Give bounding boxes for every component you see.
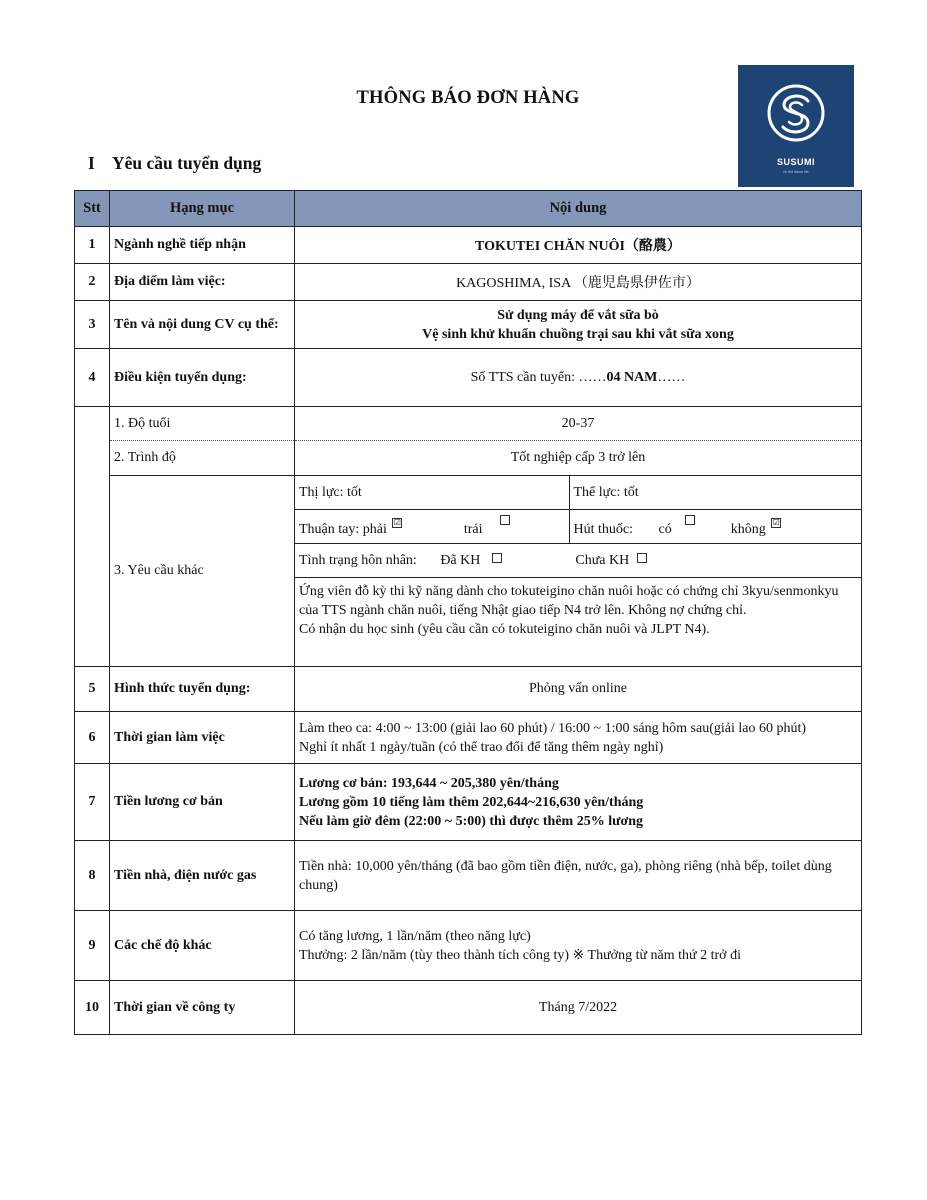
table-row <box>75 841 862 911</box>
row-item: Tiền lương cơ bản <box>110 764 295 841</box>
row-content: Tháng 7/2022 <box>295 981 862 1035</box>
salary-night: Nếu làm giờ đêm (22:00 ~ 5:00) thì được thêm 25% lương <box>299 813 644 829</box>
checkbox-right-hand: ☑ <box>393 518 401 527</box>
job-line: Sử dụng máy để vắt sữa bò <box>497 307 659 323</box>
table-row <box>75 349 862 407</box>
req-age-row <box>75 407 862 441</box>
row-content: TOKUTEI CHĂN NUÔI（酪農） <box>295 227 862 264</box>
quota-count: 04 NAM <box>606 369 658 385</box>
header-item: Hạng mục <box>110 191 295 227</box>
raise-policy: Có tăng lương, 1 lần/năm (theo năng lực) <box>299 928 531 944</box>
table-header-row <box>75 191 862 227</box>
susumi-logo-icon <box>766 83 826 151</box>
quota-suffix: …… <box>657 369 686 385</box>
note-students: Có nhận du học sinh (yêu cầu cần có tokuteigino chăn nuôi và JLPT N4). <box>299 622 710 637</box>
row-item: Tên và nội dung CV cụ thể: <box>110 301 295 349</box>
row-content <box>295 911 862 981</box>
req-stt-blank <box>75 407 110 667</box>
row-item: Thời gian làm việc <box>110 712 295 764</box>
row-stt: 10 <box>75 981 110 1035</box>
row-stt: 7 <box>75 764 110 841</box>
row-content <box>295 764 862 841</box>
row-item: Tiền nhà, điện nước gas <box>110 841 295 911</box>
req-age-label: 1. Độ tuổi <box>110 407 295 441</box>
quota-prefix: Số TTS cần tuyển: …… <box>470 369 607 385</box>
note-certificate: Ứng viên đỗ kỳ thi kỹ năng dành cho tokuteigino chăn nuôi hoặc có chứng chỉ 3kyu/senmonkyu của TTS ngành chăn nuôi, tiếng Nhật giao tiếp N4 trở lên. Không nợ chứng chỉ. <box>299 584 839 618</box>
req-edu-label: 2. Trình độ <box>110 441 295 476</box>
row-item: Thời gian về công ty <box>110 981 295 1035</box>
row-stt: 4 <box>75 349 110 407</box>
checkbox-single <box>637 553 647 563</box>
table-row <box>75 712 862 764</box>
row-content <box>295 349 862 407</box>
row-item: Địa điểm làm việc: <box>110 264 295 301</box>
smoke-label: Hút thuốc: <box>573 522 633 537</box>
handedness <box>295 510 569 544</box>
row-item: Điều kiện tuyển dụng: <box>110 349 295 407</box>
section-label: Yêu cầu tuyển dụng <box>112 153 262 173</box>
marital-status <box>295 544 861 578</box>
req-other-grid <box>295 476 861 666</box>
req-age-value: 20-37 <box>295 407 862 441</box>
table-row <box>75 981 862 1035</box>
table-row <box>75 911 862 981</box>
hand-left: trái <box>463 522 483 537</box>
work-shift: Làm theo ca: 4:00 ~ 13:00 (giải lao 60 phút) / 16:00 ~ 1:00 sáng hôm sau(giải lao 60 phút) <box>299 720 807 736</box>
row-stt: 6 <box>75 712 110 764</box>
job-line: Vệ sinh khử khuẩn chuồng trại sau khi vắt sữa xong <box>422 326 734 342</box>
smoke-no: không <box>730 522 766 537</box>
row-stt: 3 <box>75 301 110 349</box>
checkbox-smoke-yes <box>685 515 695 525</box>
row-content: Phỏng vấn online <box>295 667 862 712</box>
req-edu-row <box>75 441 862 476</box>
row-item: Hình thức tuyển dụng: <box>110 667 295 712</box>
hand-label: Thuận tay: phải <box>299 522 387 537</box>
section-heading <box>88 153 261 174</box>
company-logo <box>738 65 854 187</box>
row-stt: 5 <box>75 667 110 712</box>
logo-tagline: for the future life <box>783 170 809 174</box>
row-content <box>295 712 862 764</box>
req-other-content <box>295 476 862 667</box>
smoke-yes: có <box>658 522 672 537</box>
row-content <box>295 301 862 349</box>
checkbox-married <box>492 553 502 563</box>
salary-overtime: Lương gồm 10 tiếng làm thêm 202,644~216,630 yên/tháng <box>299 794 644 810</box>
work-dayoff: Nghỉ ít nhất 1 ngày/tuần (có thể trao đổi để tăng thêm ngày nghỉ) <box>299 739 664 755</box>
row-item: Ngành nghề tiếp nhận <box>110 227 295 264</box>
table-row <box>75 667 862 712</box>
row-content: Tiền nhà: 10,000 yên/tháng (đã bao gồm tiền điện, nước, ga), phòng riêng (nhà bếp, toilet dùng chung) <box>295 841 862 911</box>
eyesight: Thị lực: tốt <box>295 476 569 510</box>
table-row <box>75 301 862 349</box>
row-stt: 1 <box>75 227 110 264</box>
row-stt: 9 <box>75 911 110 981</box>
req-other-label: 3. Yêu cầu khác <box>110 476 295 667</box>
table-row <box>75 264 862 301</box>
marital-single: Chưa KH <box>575 552 630 568</box>
physical: Thể lực: tốt <box>569 476 861 510</box>
marital-married: Đã KH <box>440 552 481 568</box>
req-edu-value: Tốt nghiệp cấp 3 trở lên <box>295 441 862 476</box>
checkbox-left-hand <box>500 515 510 525</box>
req-other-row <box>75 476 862 667</box>
row-content: KAGOSHIMA, ISA （鹿児島県伊佐市） <box>295 264 862 301</box>
requirements-table <box>74 190 862 1035</box>
table-row <box>75 764 862 841</box>
other-notes <box>295 578 861 667</box>
row-stt: 8 <box>75 841 110 911</box>
row-stt: 2 <box>75 264 110 301</box>
header-stt: Stt <box>75 191 110 227</box>
table-row <box>75 227 862 264</box>
smoking <box>569 510 861 544</box>
row-item: Các chế độ khác <box>110 911 295 981</box>
header-content: Nội dung <box>295 191 862 227</box>
salary-base: Lương cơ bản: 193,644 ~ 205,380 yên/tháng <box>299 775 559 791</box>
marital-label: Tình trạng hôn nhân: <box>299 552 417 568</box>
bonus-policy: Thưởng: 2 lần/năm (tùy theo thành tích công ty) ※ Thưởng từ năm thứ 2 trở đi <box>299 947 741 963</box>
section-number: I <box>88 153 95 173</box>
page-title: THÔNG BÁO ĐƠN HÀNG <box>356 88 580 108</box>
checkbox-smoke-no: ☑ <box>772 518 780 527</box>
logo-brand: SUSUMI <box>776 157 815 167</box>
